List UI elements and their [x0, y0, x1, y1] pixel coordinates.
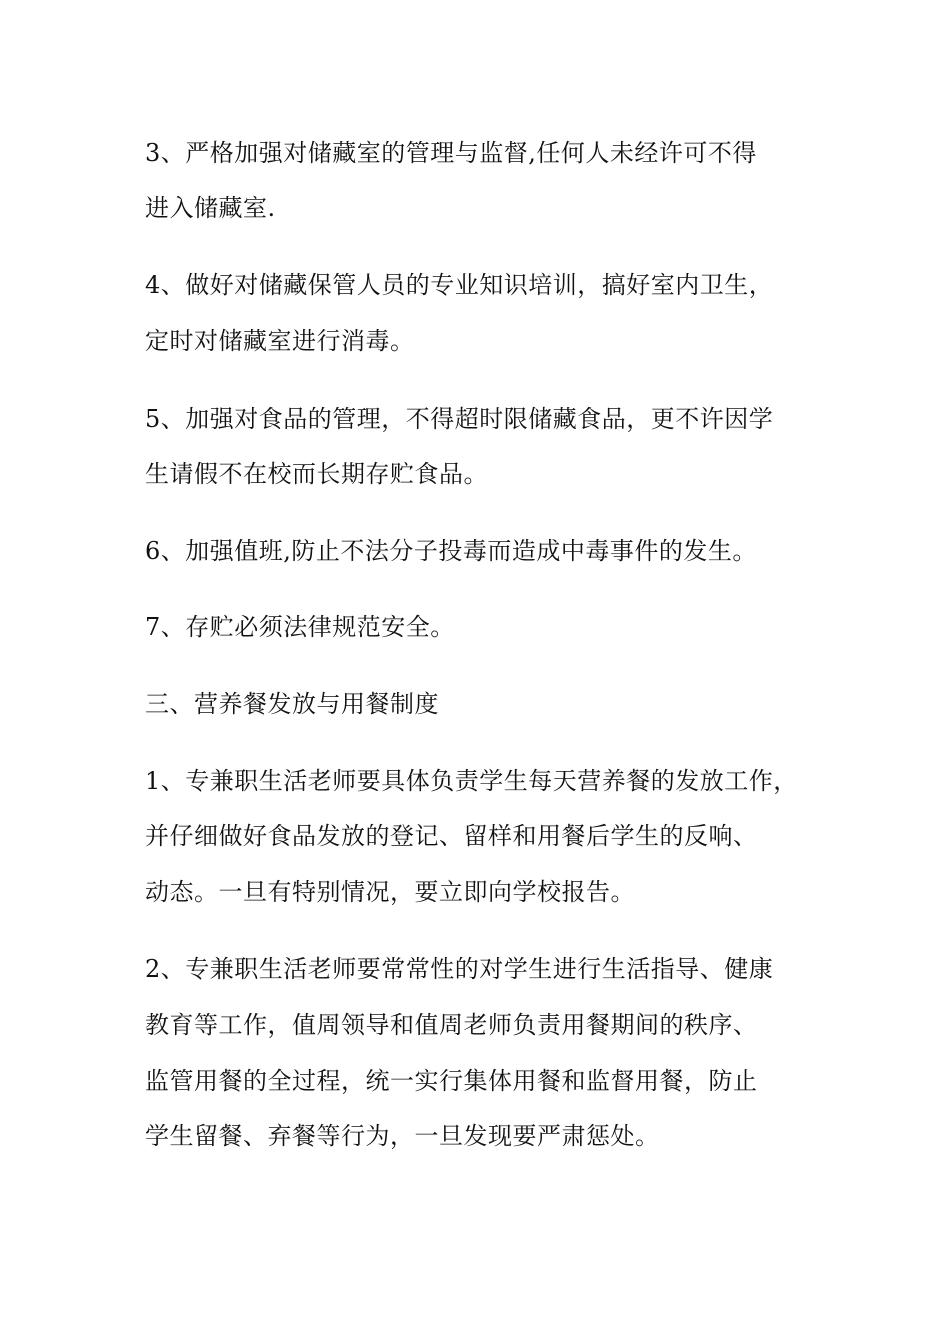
paragraph-6-line-1: 6、加强值班,防止不法分子投毒而造成中毒事件的发生。: [145, 537, 757, 565]
item-2-line-4: 学生留餐、弃餐等行为，一旦发现要严肃惩处。: [145, 1122, 660, 1150]
paragraph-4-line-2: 定时对储藏室进行消毒。: [145, 327, 415, 355]
paragraph-5-line-2: 生请假不在校而长期存贮食品。: [145, 460, 488, 488]
item-2-line-2: 教育等工作，值周领导和值周老师负责用餐期间的秩序、: [145, 1011, 758, 1039]
item-2-line-1: 2、专兼职生活老师要常常性的对学生进行生活指导、健康: [145, 955, 774, 983]
section-heading: 三、营养餐发放与用餐制度: [145, 690, 439, 718]
paragraph-4-line-1: 4、做好对储藏保管人员的专业知识培训，搞好室内卫生，: [145, 271, 774, 299]
paragraph-7-line-1: 7、存贮必须法律规范安全。: [145, 613, 455, 641]
item-2-line-3: 监管用餐的全过程，统一实行集体用餐和监督用餐，防止: [145, 1067, 758, 1095]
paragraph-3-line-1: 3、严格加强对储藏室的管理与监督,任何人未经许可不得: [145, 139, 757, 167]
item-1-line-3: 动态。一旦有特别情况，要立即向学校报告。: [145, 878, 635, 906]
item-1-line-1: 1、专兼职生活老师要具体负责学生每天营养餐的发放工作，: [145, 767, 798, 795]
paragraph-5-line-1: 5、加强对食品的管理，不得超时限储藏食品，更不许因学: [145, 405, 774, 433]
item-1-line-2: 并仔细做好食品发放的登记、留样和用餐后学生的反响、: [145, 822, 758, 850]
paragraph-3-line-2: 进入储藏室.: [145, 194, 276, 222]
